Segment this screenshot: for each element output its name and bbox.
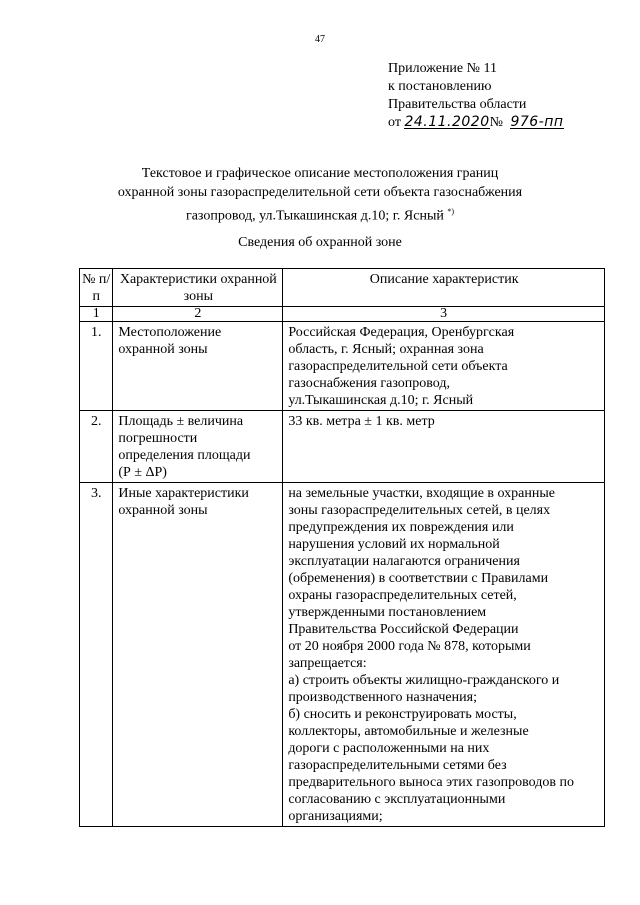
appendix-line-2: к постановлению [388, 79, 492, 94]
header-number: № п/п [80, 269, 113, 307]
table-row [80, 483, 605, 827]
section-subtitle: Сведения об охранной зоне [238, 235, 402, 250]
row-description: 33 кв. метра ± 1 кв. метр [283, 411, 605, 483]
column-number-3: 3 [283, 307, 605, 322]
title-line-1: Текстовое и графическое описание местоположения границ [141, 166, 499, 181]
table-header-row [80, 269, 605, 307]
row-number: 2. [80, 411, 113, 483]
column-number-row [80, 307, 605, 322]
page-number: 47 [315, 34, 325, 45]
header-description: Описание характеристик [283, 269, 605, 307]
handwritten-date: 24.11.2020 [404, 114, 490, 130]
row-characteristic: Местоположение охранной зоны [113, 322, 283, 411]
appendix-block [388, 60, 564, 132]
appendix-line-3: Правительства области [388, 97, 527, 112]
date-prefix: от [388, 115, 401, 130]
title-line-2: охранной зоны газораспределительной сети объекта газоснабжения [117, 185, 523, 200]
appendix-date-line [388, 114, 564, 132]
row-characteristic: Иные характеристики охранной зоны [113, 483, 283, 827]
zone-table [79, 268, 605, 827]
row-characteristic: Площадь ± величина погрешности определения площади (Р ± ΔР) [113, 411, 283, 483]
document-title [0, 164, 640, 226]
column-number-1: 1 [80, 307, 113, 322]
row-number: 3. [80, 483, 113, 827]
handwritten-number: 976-пп [510, 114, 564, 130]
table-row [80, 411, 605, 483]
row-description: на земельные участки, входящие в охранные зоны газораспределительных сетей, в целях предупреждения их повреждения или нарушения условий их нормальной эксплуатации налагаются ограничения (обременения) в соответствии с Правилами охраны газораспределительных сетей, утвержденными постановлением Правительства Российской Федерации от 20 ноября 2000 года № 878, которыми запрещается: а) строить объекты жилищно-гражданского и производственного назначения; б) сносить и реконструировать мосты, коллекторы, автомобильные и железные дороги с расположенными на них газораспределительными сетями без предварительного выноса этих газопроводов по согласованию с эксплуатационными организациями; [283, 483, 605, 827]
number-sign: № [489, 115, 503, 130]
header-characteristic: Характеристики охранной зоны [113, 269, 283, 307]
column-number-2: 2 [113, 307, 283, 322]
title-line-3: газопровод, ул.Тыкашинская д.10; г. Ясный *) [185, 207, 455, 224]
footnote-mark: *) [447, 207, 455, 216]
row-description: Российская Федерация, Оренбургская область, г. Ясный; охранная зона газораспределительной сети объекта газоснабжения газопровод, ул.Тыкашинская д.10; г. Ясный [283, 322, 605, 411]
table-row [80, 322, 605, 411]
row-number: 1. [80, 322, 113, 411]
appendix-line-1: Приложение № 11 [388, 61, 497, 76]
